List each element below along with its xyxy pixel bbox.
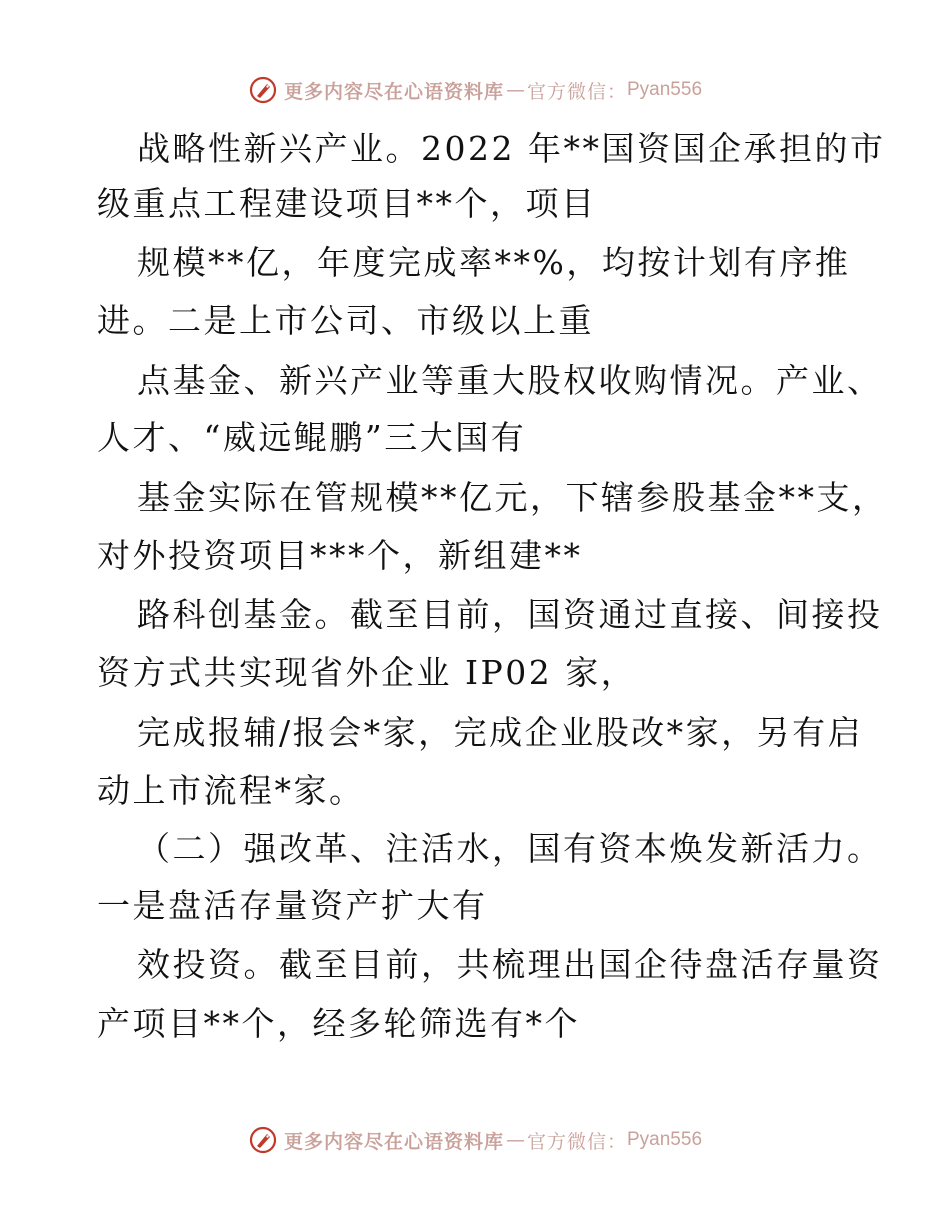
body-line: 战略性新兴产业。2022 年**国资国企承担的市 [137,129,886,168]
body-line: 点基金、新兴产业等重大股权收购情况。产业、 [137,361,883,400]
footer-watermark [0,1120,950,1160]
body-line: 一是盘活存量资产扩大有 [97,886,488,925]
body-line: 路科创基金。截至目前，国资通过直接、间接投 [137,595,883,634]
watermark-wechat-id: Pyan556 [627,1129,703,1150]
header-watermark [0,70,950,110]
watermark-brand-text: 更多内容尽在心语资料库 [283,1130,504,1153]
body-line: 对外投资项目***个，新组建** [97,536,583,575]
body-line: 资方式共实现省外企业 IP02 家， [97,653,637,692]
watermark-wechat-id: Pyan556 [627,79,703,100]
body-line: （二）强改革、注活水，国有资本焕发新活力。 [137,829,883,868]
body-line: 规模**亿，年度完成率**%，均按计划有序推 [137,243,851,282]
body-line: 动上市流程*家。 [97,771,365,810]
body-line: 产项目**个，经多轮筛选有*个 [97,1004,580,1043]
body-line: 进。二是上市公司、市级以上重 [97,301,594,340]
watermark-dash: — [505,79,525,101]
pen-nib-circle-icon [248,75,278,105]
body-line: 效投资。截至目前，共梳理出国企待盘活存量资 [137,945,883,984]
body-line: 完成报辅/报会*家，完成企业股改*家，另有启 [137,713,864,752]
body-line: 级重点工程建设项目**个，项目 [97,184,597,223]
body-line: 人才、“威远鲲鹏”三大国有 [97,418,527,457]
watermark-brand-text: 更多内容尽在心语资料库 [283,80,504,103]
watermark-official-label: 官方微信： [526,80,627,103]
watermark-dash: — [505,1129,525,1151]
pen-nib-circle-icon [248,1125,278,1155]
body-line: 基金实际在管规模**亿元，下辖参股基金**支， [137,478,888,517]
watermark-official-label: 官方微信： [526,1130,627,1153]
